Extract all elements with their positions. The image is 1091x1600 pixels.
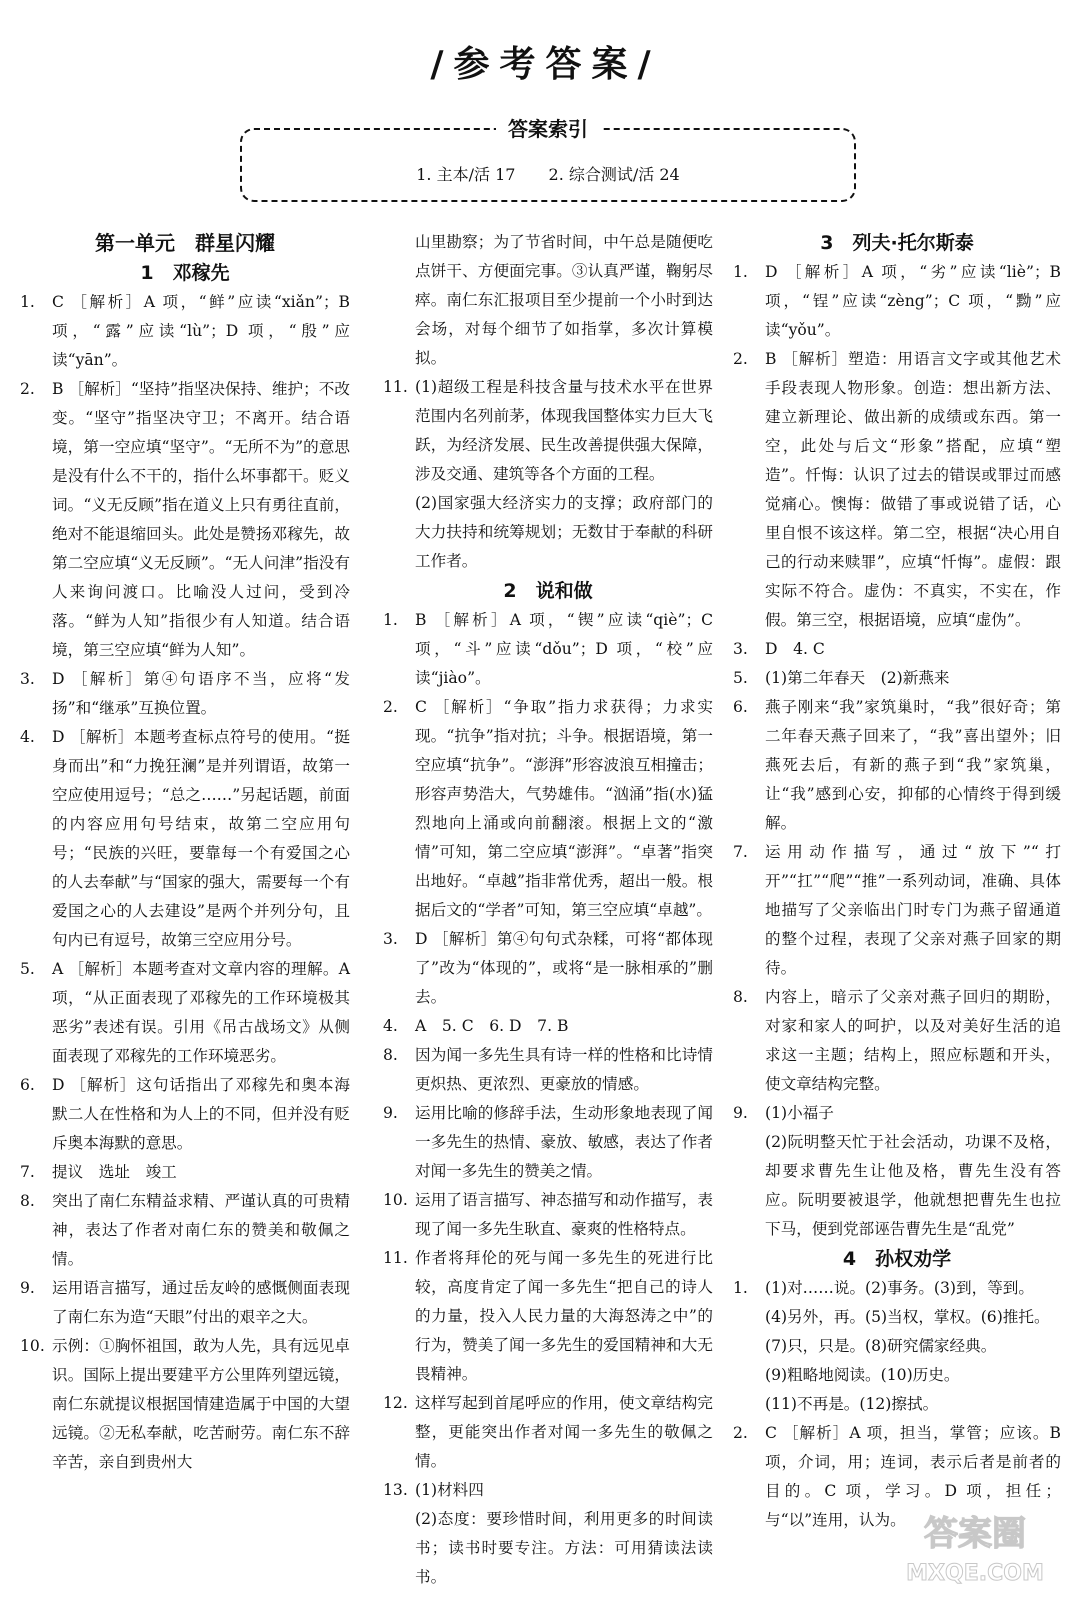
answer-item: 1. (1)对……说。(2)事务。(3)到，等到。 — [733, 1279, 1034, 1297]
answer-item: 6. D ［解析］这句话指出了邓稼先和奥本海默二人在性格和为人上的不同，但并没有贬斥奥本海默的意思。 — [20, 1076, 350, 1152]
answer-item: 1. B ［解析］A 项，“锲”应读“qiè”；C 项，“斗”应读“dǒu”；D 项，“校”应读“jiào”。 — [383, 611, 713, 687]
answer-continuation: (7)只，只是。(8)研究儒家经典。 — [765, 1337, 997, 1355]
answer-item: 9. 运用语言描写，通过岳友岭的感慨侧面表现了南仁东为造“天眼”付出的艰辛之大。 — [20, 1279, 350, 1326]
answer-item: 6. 燕子刚来“我”家筑巢时，“我”很好奇；第二年春天燕子回来了，“我”喜出望外；旧燕死去后，有新的燕子到“我”家筑巢，让“我”感到心安，抑郁的心情终于得到缓解。 — [733, 698, 1061, 832]
lesson-heading: 1 邓稼先 — [140, 262, 230, 284]
answer-index-item[interactable]: 1. 主本/活 17 — [416, 165, 516, 184]
svg-text:MXQE.COM: MXQE.COM — [906, 1561, 1044, 1586]
answer-item: 2. B ［解析］“坚持”指坚决保持、维护；不改变。“坚守”指坚决守卫；不离开。结合语境，第一空应填“坚守”。“无所不为”的意思是没有什么不干的，指什么坏事都干。贬义词。“义无反顾”指在道义上只有勇往直前，绝对不能退缩回头。此处是赞扬邓稼先，故第二空应填“义无反顾”。“无人问津”指没有人来询问渡口。比喻没人过问，受到冷落。“鲜为人知”指很少有人知道。结合语境，第三空应填“鲜为人知”。 — [20, 380, 350, 659]
answer-continuation: (2)国家强大经济实力的支撑；政府部门的大力扶持和统筹规划；无数甘于奉献的科研工作者。 — [415, 494, 713, 570]
answer-item: 11. (1)超级工程是科技含量与技术水平在世界范围内名列前茅，体现我国整体实力巨大飞跃，为经济发展、民生改善提供强大保障，涉及交通、建筑等各个方面的工程。 — [383, 378, 713, 483]
answer-item: 3. D ［解析］第④句句式杂糅，可将“都体现了”改为“体现的”，或将“是一脉相承的”删去。 — [383, 930, 713, 1006]
answer-item: 7. 提议 选址 竣工 — [20, 1163, 177, 1181]
answer-item: 5. (1)第二年春天 (2)新燕来 — [733, 669, 950, 687]
answer-continuation: (2)阮明整天忙于社会活动，功课不及格，却要求曹先生让他及格，曹先生没有答应。阮明要被退学，他就想把曹先生也拉下马，便到党部诬告曹先生是“乱党” — [765, 1133, 1061, 1238]
answer-item: 11. 作者将拜伦的死与闻一多先生的死进行比较，高度肯定了闻一多先生“把自己的诗人的力量，投入人民力量的大海怒涛之中”的行为，赞美了闻一多先生的爱国精神和大无畏精神。 — [383, 1249, 713, 1383]
answer-item: 9. (1)小福子 — [733, 1104, 834, 1122]
answer-continuation: (4)另外，再。(5)当权，掌权。(6)推托。 — [765, 1308, 1050, 1326]
answer-item: 8. 内容上，暗示了父亲对燕子回归的期盼，对家和家人的呵护，以及对美好生活的追求这一主题；结构上，照应标题和开头，使文章结构完整。 — [733, 988, 1061, 1093]
svg-text:答案圈: 答案圈 — [924, 1514, 1026, 1554]
answer-index-title: 答案索引 — [496, 117, 600, 141]
answer-column-1 — [20, 228, 350, 1477]
answer-item: 3. D ［解析］第④句语序不当，应将“发扬”和“继承”互换位置。 — [20, 670, 350, 717]
answer-column-3 — [733, 228, 1061, 1535]
unit-heading: 第一单元 群星闪耀 — [95, 231, 275, 255]
answer-item: 1. D ［解析］A 项，“劣”应读“liè”；B 项，“锃”应读“zèng”；C 项，“黝”应读“yǒu”。 — [733, 263, 1061, 339]
lesson-heading: 4 孙权劝学 — [842, 1248, 952, 1270]
answer-continuation: (9)粗略地阅读。(10)历史。 — [765, 1366, 960, 1384]
answer-column-2 — [383, 228, 713, 1592]
answer-item: 8. 突出了南仁东精益求精、严谨认真的可贵精神，表达了作者对南仁东的赞美和敬佩之情。 — [20, 1192, 350, 1268]
watermark-logo — [880, 1500, 1070, 1590]
answer-item: 12. 这样写起到首尾呼应的作用，使文章结构完整，更能突出作者对闻一多先生的敬佩之情。 — [383, 1394, 713, 1470]
answer-continuation: 山里勘察；为了节省时间，中午总是随便吃点饼干、方便面完事。③认真严谨，鞠躬尽瘁。南仁东汇报项目至少提前一个小时到达会场，对每个细节了如指掌，多次计算模拟。 — [415, 233, 713, 367]
answer-item: 7. 运用动作描写，通过“放下”“打开”“扛”“爬”“推”一系列动词，准确、具体地描写了父亲临出门时专门为燕子留通道的整个过程，表现了父亲对燕子回家的期待。 — [733, 843, 1061, 977]
answer-item: 1. C ［解析］A 项，“鲜”应读“xiǎn”；B项，“露”应读“lù”；D 项，“殷”应读“yān”。 — [20, 293, 350, 369]
answer-item: 13. (1)材料四 — [383, 1481, 484, 1499]
answer-index-item[interactable]: 2. 综合测试/活 24 — [548, 165, 680, 184]
answer-item: 2. B ［解析］塑造：用语言文字或其他艺术手段表现人物形象。创造：想出新方法、建立新理论、做出新的成绩或东西。第一空，此处与后文“形象”搭配，应填“塑造”。忏悔：认识了过去的错误或罪过而感觉痛心。懊悔：做错了事或说错了话，心里自恨不该这样。第二空，根据“决心用自己的行动来赎罪”，应填“忏悔”。虚假：跟实际不符合。虚伪：不真实，不实在，作假。第三空，根据语境，应填“虚伪”。 — [733, 350, 1061, 629]
answer-item: 10. 示例：①胸怀祖国，敢为人先，具有远见卓识。国际上提出要建平方公里阵列望远镜，南仁东就提议根据国情建造属于中国的大望远镜。②无私奉献，吃苦耐劳。南仁东不辞辛苦，亲自到贵州大 — [20, 1337, 350, 1471]
answer-item: 8. 因为闻一多先生具有诗一样的性格和比诗情更炽热、更浓烈、更豪放的情感。 — [383, 1046, 713, 1093]
answer-continuation: (2)态度：要珍惜时间，利用更多的时间读书；读书时要专注。方法：可用猜读法读书。 — [415, 1510, 713, 1586]
answer-item: 3. D 4. C — [733, 640, 825, 658]
answer-item: 2. C ［解析］“争取”指力求获得；力求实现。“抗争”指对抗；斗争。根据语境，第一空应填“抗争”。“澎湃”形容波浪互相撞击；形容声势浩大，气势雄伟。“汹涌”指(水)猛烈地向上涌或向前翻滚。根据上文的“激情”可知，第二空应填“澎湃”。“卓著”指突出地好。“卓越”指非常优秀，超出一般。根据后文的“学者”可知，第三空应填“卓越”。 — [383, 698, 713, 919]
lesson-heading: 3 列夫·托尔斯泰 — [820, 232, 974, 254]
answer-item: 9. 运用比喻的修辞手法，生动形象地表现了闻一多先生的热情、豪放、敏感，表达了作者对闻一多先生的赞美之情。 — [383, 1104, 713, 1180]
page-title: /参考答案/ — [430, 44, 661, 85]
lesson-heading: 2 说和做 — [503, 580, 593, 602]
answer-item: 4. D ［解析］本题考查标点符号的使用。“挺身而出”和“力挽狂澜”是并列谓语，故第一空应使用逗号；“总之……”另起话题，前面的内容应用句号结束，故第二空应用句号；“民族的兴旺，要靠每一个有爱国之心的人去奉献”与“国家的强大，需要每一个有爱国之心的人去建设”是两个并列分句，且句内已有逗号，故第三空应用分号。 — [20, 728, 350, 949]
answer-item: 10. 运用了语言描写、神态描写和动作描写，表现了闻一多先生耿直、豪爽的性格特点。 — [383, 1191, 713, 1238]
answer-continuation: (11)不再是。(12)擦拭。 — [765, 1395, 939, 1413]
answer-item: 4. A 5. C 6. D 7. B — [383, 1017, 569, 1035]
answer-item: 5. A ［解析］本题考查对文章内容的理解。A 项，“从正面表现了邓稼先的工作环境极其恶劣”表述有误。引用《吊古战场文》从侧面表现了邓稼先的工作环境恶劣。 — [20, 960, 350, 1065]
answer-item: 2. C ［解析］A 项，担当，掌管；应该。B 项，介词，用；连词，表示后者是前者的目的。C 项，学习。D 项，担任；与“以”连用，认为。 — [733, 1424, 1061, 1529]
answer-index-box — [240, 117, 856, 202]
